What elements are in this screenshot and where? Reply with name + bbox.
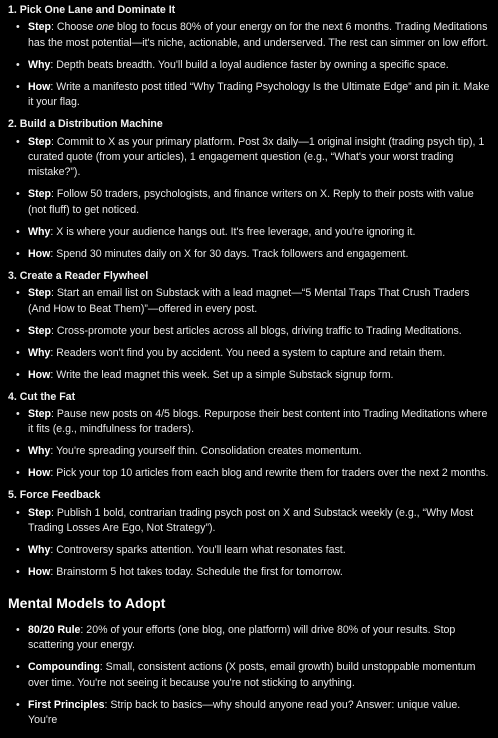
list-item <box>28 20 490 51</box>
item-label: Why <box>28 225 51 238</box>
item-text: : X is where your audience hangs out. It's free leverage, and you're ignoring it. <box>50 225 416 238</box>
item-text: : You're spreading yourself thin. Consolidation creates momentum. <box>50 445 362 458</box>
mental-models-list <box>8 623 490 729</box>
item-label: How <box>28 368 51 381</box>
list-item <box>28 506 490 537</box>
list-item <box>28 444 490 459</box>
bullet-list <box>8 20 490 110</box>
section-force-feedback <box>8 488 490 580</box>
list-item <box>28 543 490 558</box>
item-label: Why <box>28 58 51 71</box>
item-label: Step <box>28 408 51 421</box>
item-text: : Small, consistent actions (X posts, email growth) build unstoppable momentum over time. You're not seeing it because you're not sticking to anything. <box>28 661 476 689</box>
item-label: Step <box>28 21 51 34</box>
item-label: Step <box>28 324 51 337</box>
list-item <box>28 58 490 73</box>
section-title: 2. Build a Distribution Machine <box>8 118 163 131</box>
item-text: : Brainstorm 5 hot takes today. Schedule the first for tomorrow. <box>50 566 343 579</box>
item-emphasis: one <box>96 21 115 34</box>
list-item <box>28 565 490 580</box>
item-label: Why <box>28 346 51 359</box>
section-title: 1. Pick One Lane and Dominate It <box>8 4 176 16</box>
item-text: : Publish 1 bold, contrarian trading psych post on X and Substack weekly (e.g., “Why Most Trading Losses Are Ego, Not Strategy”). <box>28 506 474 535</box>
bullet-list <box>8 286 490 383</box>
list-item <box>28 247 490 262</box>
item-text: : 20% of your efforts (one blog, one platform) will drive 80% of your results. Stop scattering your energy. <box>28 623 456 652</box>
list-item <box>28 660 490 691</box>
item-text: : Start an email list on Substack with a lead magnet—“5 Mental Traps That Crush Traders (And How to Beat Them)”—offered in every post. <box>28 287 470 315</box>
list-item <box>28 407 490 438</box>
item-text: : Strip back to basics—why should anyone read you? Answer: unique value. You're <box>28 698 461 726</box>
item-label: First Principles <box>28 698 105 711</box>
item-label: Why <box>28 544 51 557</box>
section-reader-flywheel <box>8 269 490 383</box>
item-label: Why <box>28 445 51 458</box>
item-label: Step <box>28 287 51 300</box>
list-item <box>28 324 490 339</box>
item-text: : Write the lead magnet this week. Set up a simple Substack signup form. <box>50 368 394 381</box>
item-label: Step <box>28 506 51 519</box>
bullet-list <box>8 135 490 263</box>
list-item <box>28 368 490 383</box>
list-item <box>28 135 490 181</box>
item-text: : Follow 50 traders, psychologists, and finance writers on X. Reply to their posts with value (not fluff) to get noticed. <box>28 188 474 216</box>
item-label: 80/20 Rule <box>28 623 81 636</box>
list-item <box>28 466 490 481</box>
item-label: Step <box>28 188 51 201</box>
item-text: : Pick your top 10 articles from each blog and rewrite them for traders over the next 2 months. <box>50 467 489 480</box>
item-text: : Spend 30 minutes daily on X for 30 days. Track followers and engagement. <box>50 247 409 260</box>
list-item <box>28 698 490 729</box>
list-item <box>28 225 490 240</box>
item-text: : Controversy sparks attention. You'll learn what resonates fast. <box>50 544 346 557</box>
item-label: How <box>28 566 51 579</box>
section-title: 4. Cut the Fat <box>8 390 76 403</box>
item-label: Step <box>28 135 51 148</box>
list-item <box>28 623 490 654</box>
section-title: 5. Force Feedback <box>8 489 101 502</box>
list-item <box>28 187 490 218</box>
bullet-list <box>8 506 490 581</box>
item-text: : Write a manifesto post titled “Why Trading Psychology Is the Ultimate Edge” and pin it. Make it your flag. <box>28 80 490 109</box>
item-label: Compounding <box>28 661 100 674</box>
section-cut-the-fat <box>8 390 490 482</box>
item-text: : Choose <box>50 21 97 34</box>
section-distribution-machine <box>8 117 490 262</box>
section-pick-one-lane <box>8 3 490 111</box>
list-item <box>28 286 490 317</box>
list-item <box>28 346 490 361</box>
bullet-list <box>8 407 490 482</box>
item-label: How <box>28 467 51 480</box>
item-label: How <box>28 247 51 260</box>
item-text: : Cross-promote your best articles across all blogs, driving traffic to Trading Meditations. <box>50 324 462 337</box>
section-title: 3. Create a Reader Flywheel <box>8 269 149 282</box>
item-text: : Commit to X as your primary platform. Post 3x daily—1 original insight (trading psych tip), 1 curated quote (from your articles), 1 engagement question (e.g., “What's your worst trading mistake?”). <box>28 135 485 179</box>
mental-models-heading: Mental Models to Adopt <box>8 594 166 611</box>
item-label: How <box>28 80 51 93</box>
item-text: : Depth beats breadth. You'll build a loyal audience faster by owning a specific space. <box>50 58 449 71</box>
item-text: blog to focus 80% of your energy on for the next 6 months. Trading Meditations has the most potential—it's niche, actionable, and underserved. The rest can simmer on low effort. <box>28 21 489 49</box>
item-text: : Readers won't find you by accident. You need a system to capture and retain them. <box>50 346 446 359</box>
item-text: : Pause new posts on 4/5 blogs. Repurpose their best content into Trading Meditations where it fits (e.g., mindfulness for traders). <box>28 408 488 436</box>
list-item <box>28 80 490 111</box>
